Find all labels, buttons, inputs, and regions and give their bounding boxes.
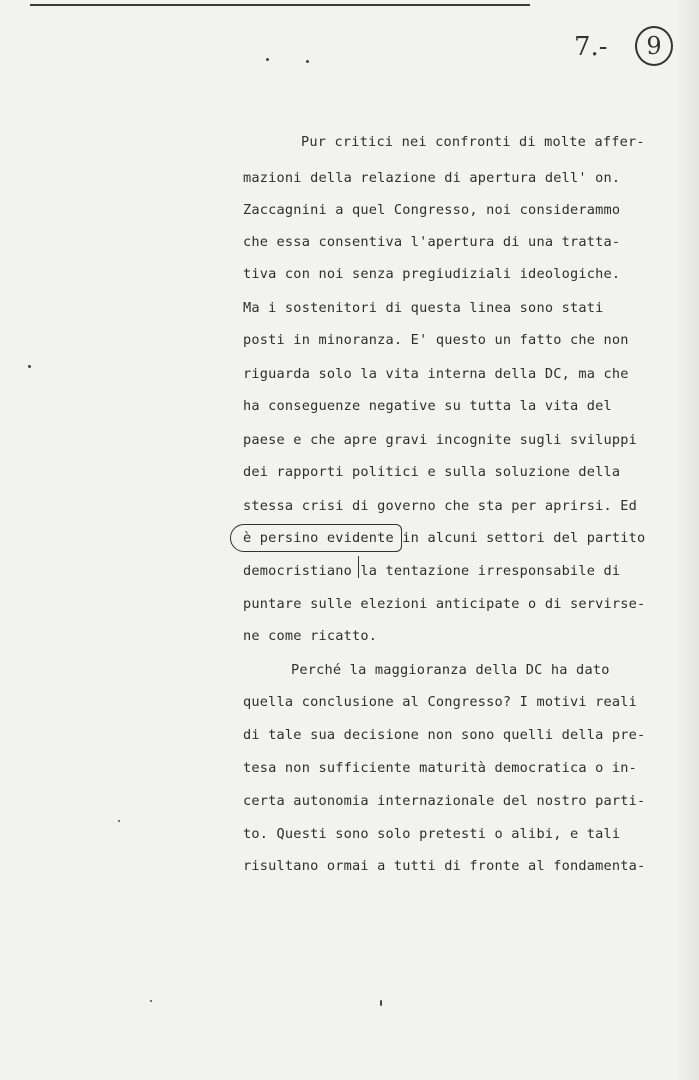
text-line: democristiano la tentazione irresponsabile di [243,563,621,579]
text-line: che essa consentiva l'apertura di una tratta- [243,234,621,250]
ink-speck [118,820,120,822]
text-line: riguarda solo la vita interna della DC, ma che [243,366,629,382]
text-line: posti in minoranza. E' questo un fatto che non [243,332,629,348]
text-line: certa autonomia internazionale del nostro parti- [243,793,646,809]
ink-speck [380,1000,382,1006]
text-line: Ma i sostenitori di questa linea sono stati [243,300,604,316]
text-line: ne come ricatto. [243,628,378,644]
text-line: ha conseguenze negative su tutta la vita del [243,398,612,414]
text-line: puntare sulle elezioni anticipate o di servirse- [243,596,646,612]
text-line: di tale sua decisione non sono quelli della pre- [243,727,646,743]
text-line: Pur critici nei confronti di molte affer- [301,134,645,150]
text-line: dei rapporti politici e sulla soluzione della [243,464,621,480]
circled-page-number: 9 [635,26,673,66]
ink-speck [150,1000,152,1002]
handwritten-bracket-mark [352,556,359,578]
text-line: mazioni della relazione di apertura dell' on. [243,170,621,186]
text-line: quella conclusione al Congresso? I motivi reali [243,694,638,710]
text-line: tiva con noi senza pregiudiziali ideologiche. [243,266,621,282]
text-line: Zaccagnini a quel Congresso, noi considerammo [243,202,621,218]
ink-speck [266,58,269,61]
top-edge-line [30,4,530,6]
ink-speck [28,365,31,368]
text-line: Perché la maggioranza della DC ha dato [291,662,610,678]
page-edge-shadow [675,0,699,1080]
text-line: tesa non sufficiente maturità democratica o in- [243,760,638,776]
text-line: paese e che apre gravi incognite sugli sviluppi [243,432,638,448]
text-line: stessa crisi di governo che sta per aprirsi. Ed [243,498,638,514]
page-number: 7.- [574,32,608,62]
text-line: è persino evidente in alcuni settori del partito [243,530,646,546]
text-line: to. Questi sono solo pretesti o alibi, e tali [243,826,621,842]
text-line: risultano ormai a tutti di fronte al fondamenta- [243,858,646,874]
ink-speck [306,60,309,63]
handwritten-circle-mark [230,524,402,552]
